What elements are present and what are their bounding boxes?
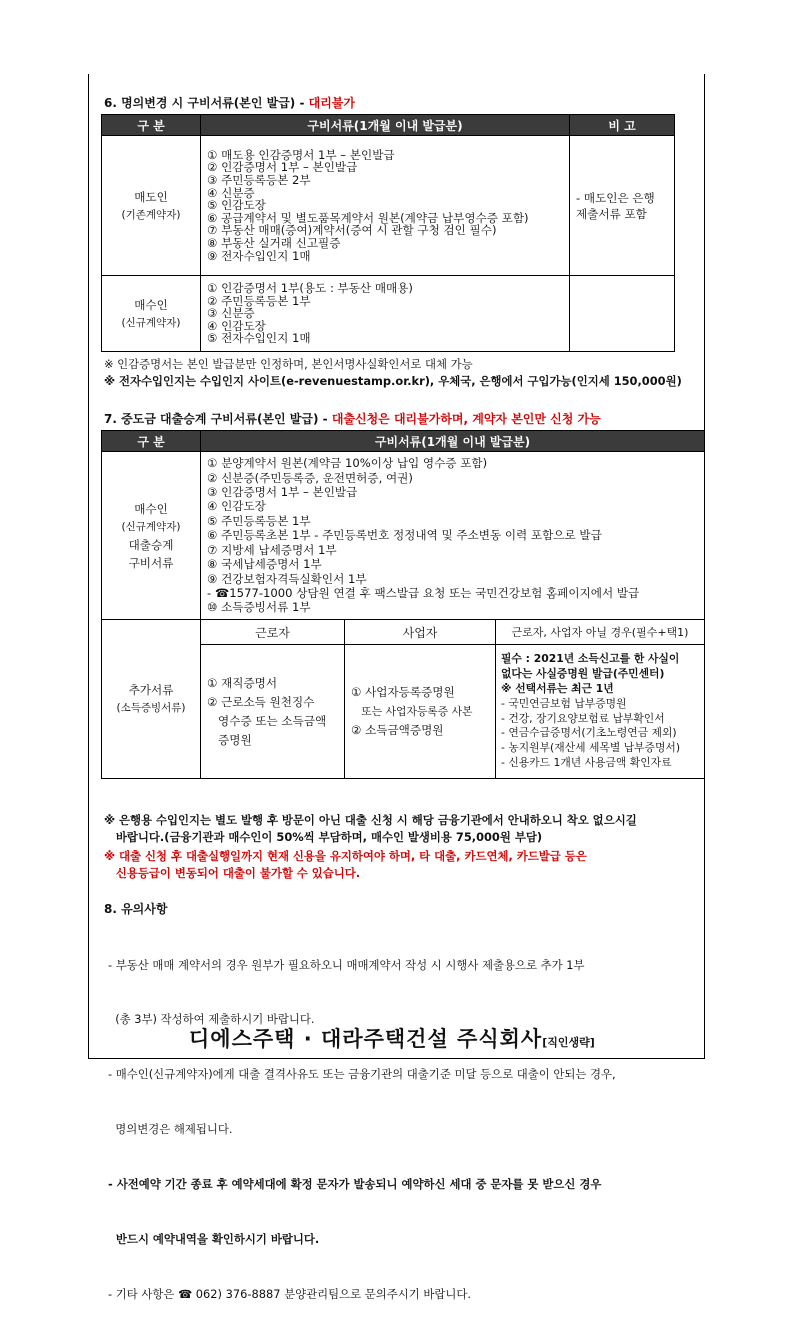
company-name: 디에스주택 · 대라주택건설 주식회사: [189, 1027, 543, 1051]
section6-title: 6. 명의변경 시 구비서류(본인 발급) - 대리불가: [104, 96, 355, 110]
section7-note-1b: 바랍니다.(금융기관과 매수인이 50%씩 부담하며, 매수인 발생비용 75,000원 부담): [104, 830, 543, 844]
seller-documents: ① 매도용 인감증명서 1부 – 본인발급 ② 인감증명서 1부 – 본인발급 ③ 주민등록등본 2부 ④ 신분증 ⑤ 인감도장 ⑥ 공급계약서 및 별도품목계약서 원본(계약금 납부영수증 포함) ⑦ 부동산 매매(증여)계약서(증여 시 관할 구청 검인 필수) ⑧ 부동산 실거래 신고필증 ⑨ 전자수입인지 1매: [201, 136, 570, 276]
other-documents: 필수 : 2021년 소득신고를 한 사실이 없다는 사실증명원 발급(주민센터) ※ 선택서류는 최근 1년 - 국민연금보험 납부증명원 - 건강, 장기요양보험료 납부확인서 - 연금수급증명서(기초노령연금 제외) - 농지원부(재산세 세목별 납부증명서) - 신용카드 1개년 사용금액 확인자료: [496, 645, 705, 779]
section7-table: [101, 430, 705, 779]
section7-title: 7. 중도금 대출승계 구비서류(본인 발급) - 대출신청은 대리불가하며, 계약자 본인만 신청 가능: [104, 412, 601, 426]
section8-body: - 부동산 매매 계약서의 경우 원부가 필요하오니 매매계약서 작성 시 시행사 제출용으로 추가 1부 (총 3부) 작성하여 제출하시기 바랍니다. - 매수인(신규계약자)에게 대출 결격사유도 또는 금융기관의 대출기준 미달 등으로 대출이 안되는 경우, 명의변경은 해제됩니다. - 사전예약 기간 종료 후 예약세대에 확정 문자가 발송되니 예약하신 세대 중 문자를 못 받으신 경우 반드시 예약내역을 확인하시기 바랍니다. - 기타 사항은 ☎ 062) 376-8887 분양관리팀으로 문의주시기 바랍니다.: [108, 957, 616, 1301]
section6-table: [101, 114, 675, 352]
col-header-remark: 비 고: [570, 115, 675, 136]
section7-note-2a: ※ 대출 신청 후 대출실행일까지 현재 신용을 유지하여야 하며, 타 대출, 카드연체, 카드발급 등은: [104, 849, 587, 863]
business-documents: ① 사업자등록증명원 또는 사업자등록증 사본 ② 소득금액증명원: [345, 645, 496, 779]
col-header-other: 근로자, 사업자 아닐 경우(필수+택1): [496, 620, 705, 645]
worker-documents: ① 재직증명서 ② 근로소득 원천징수 영수증 또는 소득금액 증명원: [201, 645, 345, 779]
section6-note-1: ※ 인감증명서는 본인 발급분만 인정하며, 본인서명사실확인서로 대체 가능: [104, 357, 473, 371]
col-header-category: 구 분: [102, 431, 201, 452]
buyer-category: 매수인 (신규계약자): [102, 276, 201, 352]
extra-docs-category: 추가서류 (소득증빙서류): [102, 620, 201, 779]
loan-buyer-category: 매수인 (신규계약자) 대출승계 구비서류: [102, 452, 201, 620]
col-header-documents: 구비서류(1개월 이내 발급분): [201, 115, 570, 136]
section8-title: 8. 유의사항: [104, 902, 168, 916]
section7-note-1a: ※ 은행용 수입인지는 별도 발행 후 방문이 아닌 대출 신청 시 해당 금융기관에서 안내하오니 착오 없으시길: [104, 813, 637, 827]
col-header-business: 사업자: [345, 620, 496, 645]
buyer-documents: ① 인감증명서 1부(용도 : 부동산 매매용) ② 주민등록등본 1부 ③ 신분증 ④ 인감도장 ⑤ 전자수입인지 1매: [201, 276, 570, 352]
col-header-category: 구 분: [102, 115, 201, 136]
seller-remark: - 매도인은 은행 제출서류 포함: [570, 136, 675, 276]
buyer-remark: [570, 276, 675, 352]
loan-buyer-documents: ① 분양계약서 원본(계약금 10%이상 납입 영수증 포함) ② 신분증(주민등록증, 운전면허증, 여권) ③ 인감증명서 1부 – 본인발급 ④ 인감도장 ⑤ 주민등록등본 1부 ⑥ 주민등록초본 1부 - 주민등록번호 정정내역 및 주소변동 이력 포함으로 발급 ⑦ 지방세 납세증명서 1부 ⑧ 국세납세증명서 1부 ⑨ 건강보험자격득실확인서 1부 - ☎1577-1000 상담원 연결 후 팩스발급 요청 또는 국민건강보험 홈페이지에서 발급 ⑩ 소득증빙서류 1부: [201, 452, 705, 620]
col-header-documents: 구비서류(1개월 이내 발급분): [201, 431, 705, 452]
section6-note-2: ※ 전자수입인지는 수입인지 사이트(e-revenuestamp.or.kr), 우체국, 은행에서 구입가능(인지세 150,000원): [104, 374, 682, 388]
col-header-worker: 근로자: [201, 620, 345, 645]
company-signature: [189, 1023, 595, 1053]
seal-omitted-note: [직인생략]: [542, 1036, 595, 1049]
section7-note-2b: 신용등급이 변동되어 대출이 불가할 수 있습니다.: [104, 866, 361, 880]
seller-category: 매도인 (기존계약자): [102, 136, 201, 276]
